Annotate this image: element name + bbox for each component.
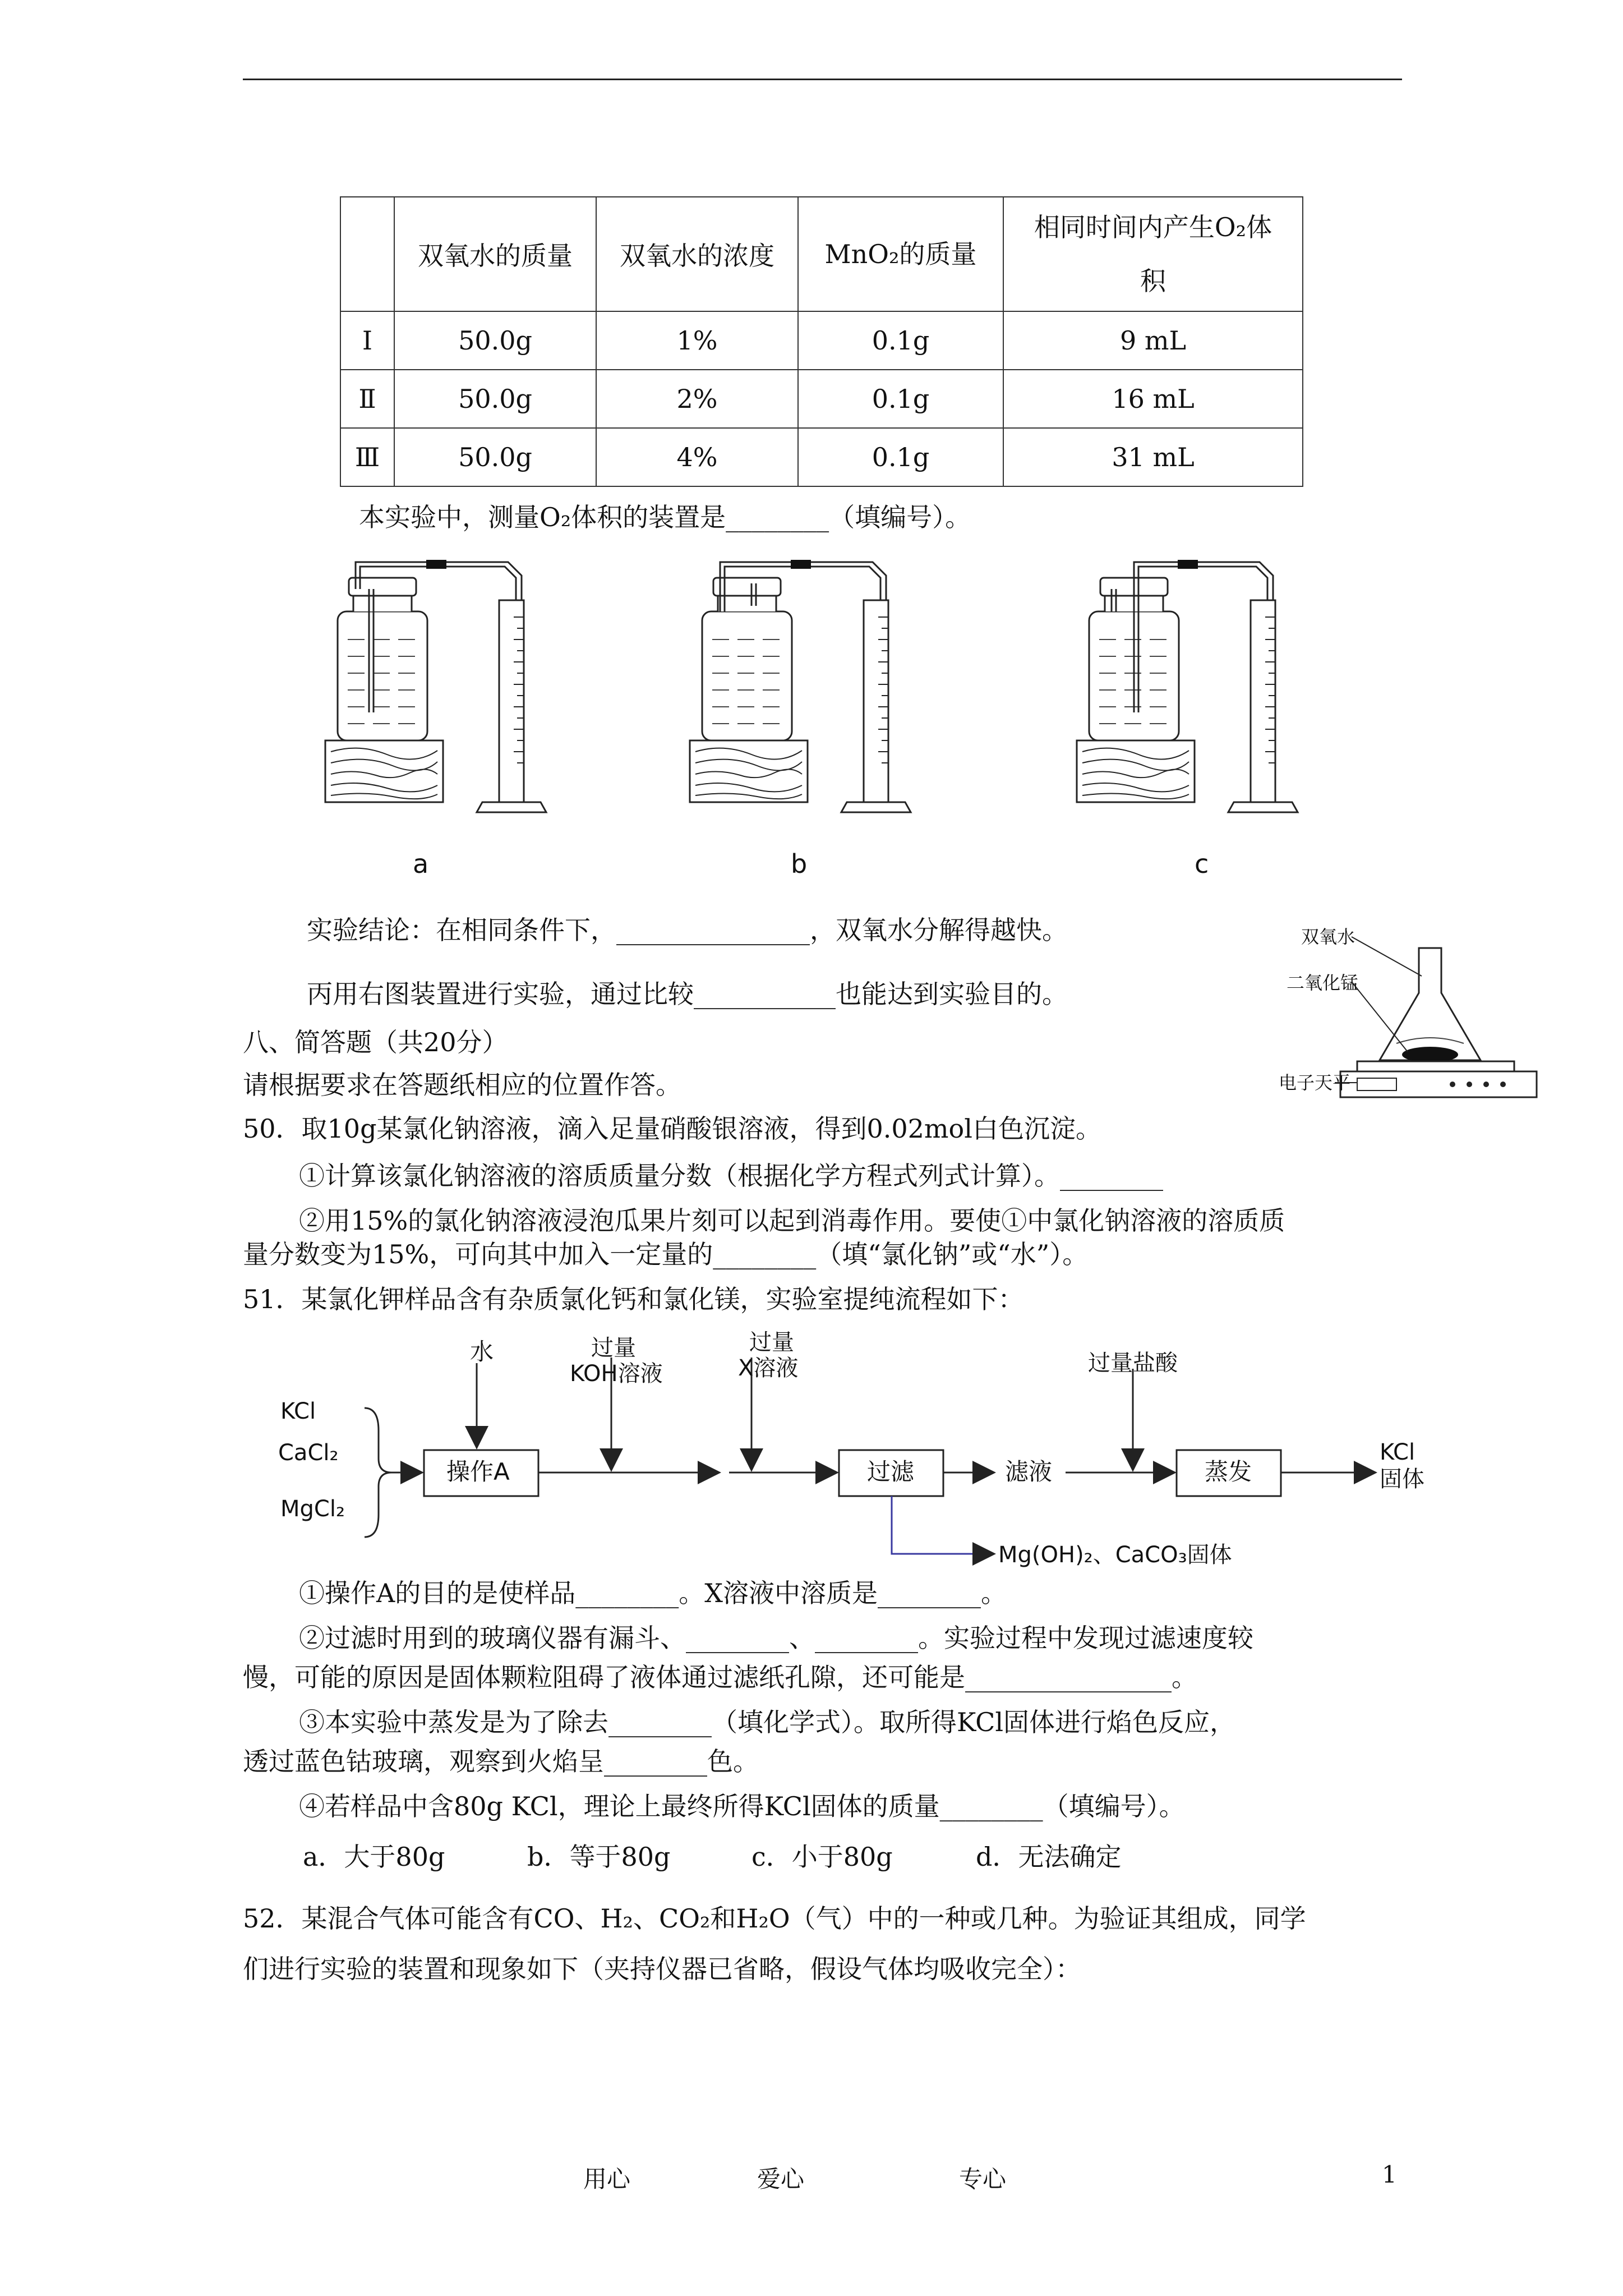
footer-text-1: 用心 (583, 2165, 631, 2193)
table-header-cell: 双氧水的质量 (394, 197, 596, 311)
cell-mass: 50.0g (394, 428, 596, 486)
cell-volume: 31 mL (1003, 428, 1303, 486)
flow-koh-1: 过量 (591, 1335, 636, 1361)
cell-mno2: 0.1g (798, 428, 1003, 486)
flow-water: 水 (470, 1338, 494, 1365)
q51-option-a: a．大于80g (303, 1842, 445, 1872)
table-header-cell: MnO₂的质量 (798, 197, 1003, 311)
table-header-cell (340, 197, 394, 311)
flow-in-cacl2: CaCl₂ (278, 1440, 339, 1466)
flow-filtrate: 滤液 (1005, 1458, 1053, 1485)
flowchart (269, 1324, 1475, 1571)
row-id: Ⅱ (340, 370, 394, 428)
flow-filter: 过滤 (867, 1458, 915, 1485)
q51-part3-cont: 透过蓝色钴玻璃，观察到火焰呈________色。 (243, 1746, 759, 1777)
header-rule (243, 79, 1402, 80)
apparatus-diagram (314, 550, 1301, 898)
q51-option-c: c．小于80g (751, 1842, 893, 1872)
flow-out-solid: 固体 (1380, 1466, 1424, 1492)
table-row (340, 428, 1303, 486)
cell-mass: 50.0g (394, 311, 596, 370)
cell-mno2: 0.1g (798, 311, 1003, 370)
table-row (340, 370, 1303, 428)
apparatus-label-c: c (1195, 849, 1209, 879)
apparatus-b (690, 560, 911, 812)
q51-part3: ③本实验中蒸发是为了除去________（填化学式）。取所得KCl固体进行焰色反应， (299, 1707, 1236, 1737)
cell-concentration: 2% (596, 370, 798, 428)
q50-part1: ①计算该氯化钠溶液的溶质质量分数（根据化学方程式列式计算）。________ (299, 1161, 1163, 1191)
bing-line: 丙用右图装置进行实验，通过比较___________也能达到实验目的。 (307, 979, 1068, 1009)
table-header-cell: 双氧水的浓度 (596, 197, 798, 311)
flow-in-mgcl2: MgCl₂ (280, 1496, 345, 1522)
section-instruction: 请根据要求在答题纸相应的位置作答。 (243, 1070, 681, 1100)
q51-stem: 51．某氯化钾样品含有杂质氯化钙和氯化镁，实验室提纯流程如下： (243, 1284, 1024, 1314)
table-header-cell: 相同时间内产生O₂体积 (1003, 197, 1303, 311)
flow-evaporate: 蒸发 (1205, 1458, 1252, 1485)
flow-x-1: 过量 (749, 1329, 794, 1355)
q51-part4: ④若样品中含80g KCl，理论上最终所得KCl固体的质量________（填编号）。 (299, 1791, 1185, 1821)
q51-part1: ①操作A的目的是使样品________。X溶液中溶质是________。 (299, 1578, 1007, 1608)
label-balance: 电子天平 (1279, 1072, 1351, 1093)
footer-text-2: 爱心 (757, 2165, 805, 2193)
q50-part2-cont: 量分数变为15%，可向其中加入一定量的________（填“氯化钠”或“水”）。 (243, 1239, 1089, 1269)
q51-option-b: b．等于80g (527, 1842, 671, 1872)
label-mno2: 二氧化锰 (1287, 972, 1359, 993)
footer-text-3: 专心 (959, 2165, 1007, 2193)
cell-mass: 50.0g (394, 370, 596, 428)
apparatus-label-b: b (791, 849, 808, 879)
table-header-row (340, 197, 1303, 311)
apparatus-a (325, 560, 546, 812)
flow-in-kcl: KCl (280, 1398, 316, 1424)
row-id: Ⅲ (340, 428, 394, 486)
table-row (340, 311, 1303, 370)
conclusion-line: 实验结论：在相同条件下，_______________，双氧水分解得越快。 (307, 915, 1068, 945)
q51-option-d: d．无法确定 (976, 1842, 1122, 1872)
apparatus-label-a: a (413, 849, 429, 879)
flow-hcl: 过量盐酸 (1088, 1350, 1178, 1376)
q51-part2: ②过滤时用到的玻璃仪器有漏斗、________、________。实验过程中发现过滤速度较 (299, 1623, 1253, 1653)
q52-line1: 52．某混合气体可能含有CO、H₂、CO₂和H₂O（气）中的一种或几种。为验证其组成，同学 (243, 1903, 1306, 1934)
cell-concentration: 4% (596, 428, 798, 486)
flow-out-kcl: KCl (1380, 1439, 1415, 1465)
label-h2o2: 双氧水 (1301, 926, 1355, 947)
cell-mno2: 0.1g (798, 370, 1003, 428)
row-id: Ⅰ (340, 311, 394, 370)
cell-volume: 16 mL (1003, 370, 1303, 428)
q52-line2: 们进行实验的装置和现象如下（夹持仪器已省略，假设气体均吸收完全）： (243, 1954, 1081, 1984)
q50-stem: 50．取10g某氯化钠溶液，滴入足量硝酸银溶液，得到0.02mol白色沉淀。 (243, 1114, 1101, 1144)
flow-x-2: X溶液 (738, 1355, 799, 1381)
q51-part2-cont: 慢，可能的原因是固体颗粒阻碍了液体通过滤纸孔隙，还可能是________________。 (243, 1662, 1197, 1692)
q50-part2: ②用15%的氯化钠溶液浸泡瓜果片刻可以起到消毒作用。要使①中氯化钠溶液的溶质质 (299, 1205, 1285, 1236)
apparatus-c (1077, 560, 1298, 812)
question-measure-device: 本实验中，测量O₂体积的装置是________（填编号）。 (359, 502, 971, 532)
cell-concentration: 1% (596, 311, 798, 370)
cell-volume: 9 mL (1003, 311, 1303, 370)
flow-precipitate: Mg(OH)₂、CaCO₃固体 (998, 1542, 1232, 1568)
flow-op-a: 操作A (446, 1458, 510, 1485)
section-title: 八、简答题（共20分） (243, 1027, 508, 1057)
flow-koh-2: KOH溶液 (570, 1361, 663, 1387)
page-number: 1 (1382, 2161, 1397, 2188)
experiment-table (340, 196, 1303, 487)
